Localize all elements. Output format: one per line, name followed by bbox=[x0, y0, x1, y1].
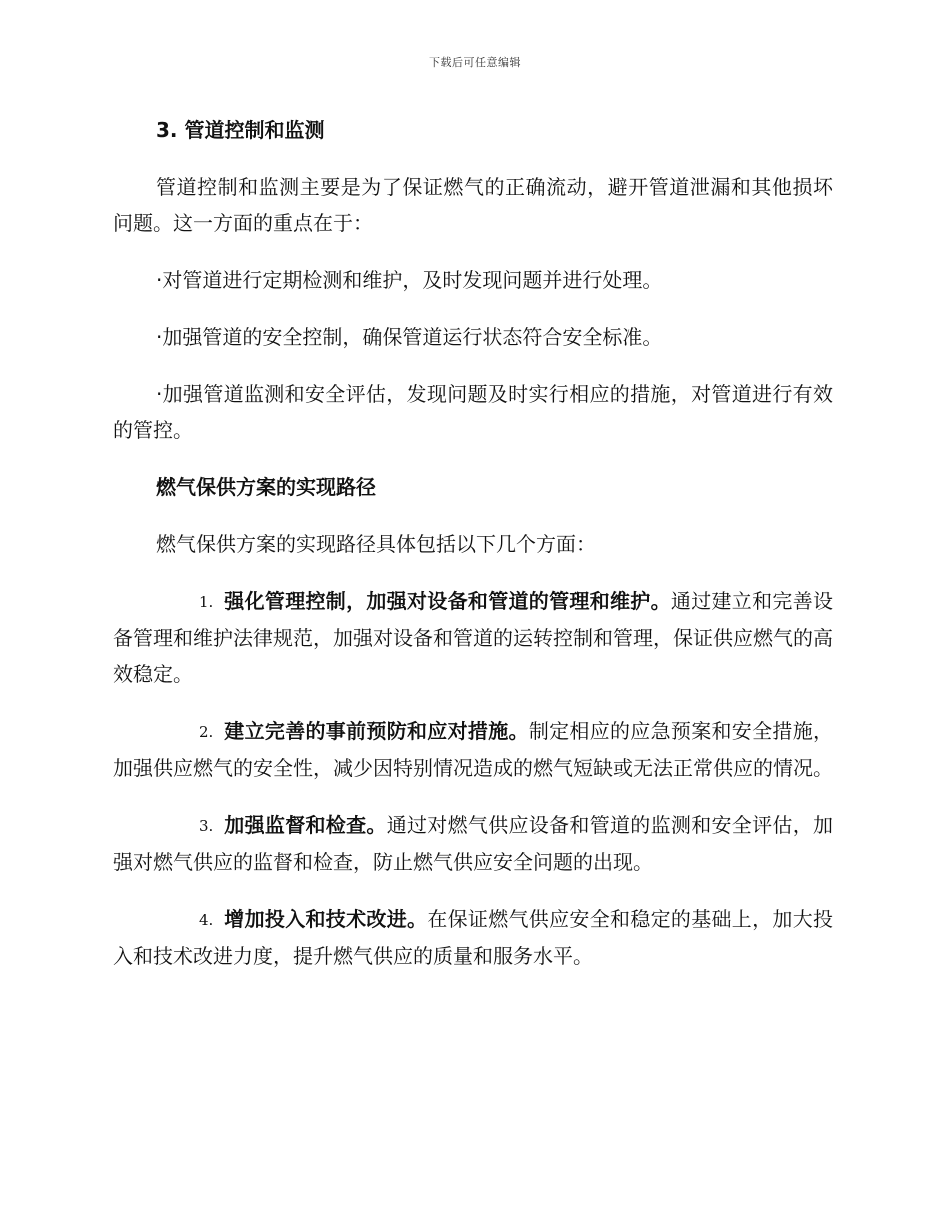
step-item bbox=[113, 901, 833, 974]
bullet-text: 加强管道的安全控制，确保管道运行状态符合安全标准。 bbox=[162, 325, 663, 349]
bullet-text: 加强管道监测和安全评估，发现问题及时实行相应的措施，对管道进行有效的管控。 bbox=[113, 382, 833, 442]
step-title: 加强监督和检查。 bbox=[224, 813, 387, 837]
subheading: 燃气保供方案的实现路径 bbox=[156, 475, 376, 499]
bullet-item bbox=[113, 262, 833, 298]
path-intro-paragraph: 燃气保供方案的实现路径具体包括以下几个方面： bbox=[156, 532, 596, 556]
step-number: 4. bbox=[199, 911, 214, 929]
bullet-marker: · bbox=[156, 382, 163, 406]
step-title: 增加投入和技术改进。 bbox=[224, 907, 428, 931]
bullet-marker: · bbox=[156, 325, 163, 349]
step-number: 2. bbox=[199, 723, 214, 741]
step-text: 通过建立和完善设备管理和维护法律规范，加强对设备和管道的运转控制和管理，保证供应燃气的高效稳定。 bbox=[113, 589, 834, 686]
bullet-item bbox=[113, 376, 833, 448]
step-title: 强化管理控制，加强对设备和管道的管理和维护。 bbox=[224, 589, 671, 613]
document-body bbox=[113, 112, 833, 995]
step-item bbox=[113, 807, 833, 880]
bullet-item bbox=[113, 319, 833, 355]
step-text: 通过对燃气供应设备和管道的监测和安全评估，加强对燃气供应的监督和检查，防止燃气供应安全问题的出现。 bbox=[113, 813, 834, 874]
step-number: 3. bbox=[199, 817, 214, 835]
bullet-text: 对管道进行定期检测和维护，及时发现问题并进行处理。 bbox=[162, 268, 663, 292]
step-text: 在保证燃气供应安全和稳定的基础上，加大投入和技术改进力度，提升燃气供应的质量和服务水平。 bbox=[113, 907, 834, 968]
page-header-note: 下载后可任意编辑 bbox=[429, 56, 521, 69]
section-heading: 3. 管道控制和监测 bbox=[156, 118, 325, 142]
step-text: 制定相应的应急预案和安全措施，加强供应燃气的安全性，减少因特别情况造成的燃气短缺或无法正常供应的情况。 bbox=[113, 719, 834, 780]
step-item bbox=[113, 583, 833, 692]
step-title: 建立完善的事前预防和应对措施。 bbox=[224, 719, 529, 743]
intro-paragraph: 管道控制和监测主要是为了保证燃气的正确流动，避开管道泄漏和其他损坏问题。这一方面的重点在于： bbox=[113, 175, 833, 235]
step-item bbox=[113, 713, 833, 786]
bullet-marker: · bbox=[156, 268, 163, 292]
step-number: 1. bbox=[199, 593, 214, 611]
